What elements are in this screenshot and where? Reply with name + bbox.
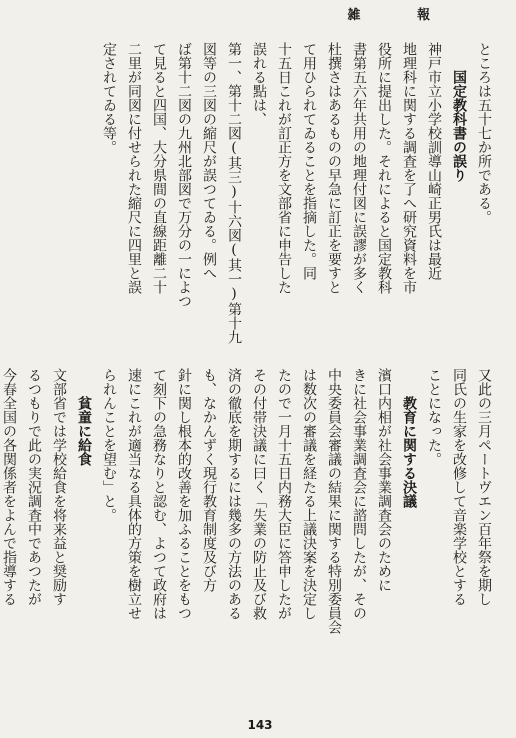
text-line: て見ると四国、大分県間の直線距離二十 xyxy=(151,42,167,294)
text-line: 針に関し根本的改善を加ふることをもつ xyxy=(176,368,192,620)
text-line: 今春全国の各関係者をよんで指導する xyxy=(1,368,17,606)
text-line: ば第十二図の九州北部図で万分の一によつ xyxy=(176,42,192,308)
section-heading: 国定教科書の誤り xyxy=(451,70,467,182)
text-line: 速にこれが適当なる具体的方策を樹立せ xyxy=(126,368,142,620)
text-line: 役所に提出した。それによると国定教科 xyxy=(376,42,392,294)
text-line: 定されてゐる等。 xyxy=(101,42,117,154)
text-line: 文部省では学校給食を将来益と奨励す xyxy=(51,368,67,606)
page-header: 雑 報 xyxy=(347,8,456,23)
text-line: その付帯決議に曰く「失業の防止及び救 xyxy=(251,368,267,620)
text-line: ところは五十七か所である。 xyxy=(476,42,492,224)
text-line: ことになった。 xyxy=(426,368,442,466)
text-line: 誤れる點は、 xyxy=(251,42,267,126)
text-line: 杜撰さはあるものの早急に訂正を要すと xyxy=(326,42,342,294)
text-line: 地理科に関する調査を了へ研究資料を市 xyxy=(401,42,417,294)
text-line: 中央委員会審議の結果に関する特別委員会 xyxy=(326,368,342,634)
section-heading: 教育に関する決議 xyxy=(401,396,417,508)
text-line: たので一月十五日内務大臣に答申したが xyxy=(276,368,292,620)
text-line: 図等の三図の縮尺が誤つてゐる。例へ xyxy=(201,42,217,280)
text-line: て刻下の急務なりと認む、よつて政府は xyxy=(151,368,167,620)
text-line: て用ひられてゐることを指摘した。同 xyxy=(301,42,317,280)
text-line: 書第五六年共用の地理付図に誤謬が多く xyxy=(351,42,367,294)
text-line: 済の徹底を期するには幾多の方法のある xyxy=(226,368,242,620)
text-line: は数次の審議を経たる上議決案を決定し xyxy=(301,368,317,620)
text-line: 二里が同図に付せられた縮尺に四里と誤 xyxy=(126,42,142,294)
text-line: られんことを望む」と。 xyxy=(101,368,117,522)
text-line: 神戸市立小学校訓導山崎正男氏は最近 xyxy=(426,42,442,280)
text-line: 同氏の生家を改修して音楽学校とする xyxy=(451,368,467,606)
text-line: も、なかんずく現行教育制度及び方 xyxy=(201,368,217,592)
text-line: 又此の三月ペートヴエン百年祭を期し xyxy=(476,368,492,606)
page-number: 143 xyxy=(247,718,273,732)
top-text-column xyxy=(30,42,492,342)
text-line: 濱口内相が社会事業調査会のために xyxy=(376,368,392,592)
text-line: 第一、第十二図(其三)十六図(其一)第十九 xyxy=(226,42,242,344)
section-heading: 貧童に給食 xyxy=(76,396,92,466)
text-line: きに社会事業調査会に諮問したが、その xyxy=(351,368,367,620)
bottom-text-column xyxy=(1,368,492,708)
text-line: 十五日これが訂正方を文部省に申告した xyxy=(276,42,292,294)
text-line: るつもりで此の実況調査中であつたが xyxy=(26,368,42,606)
